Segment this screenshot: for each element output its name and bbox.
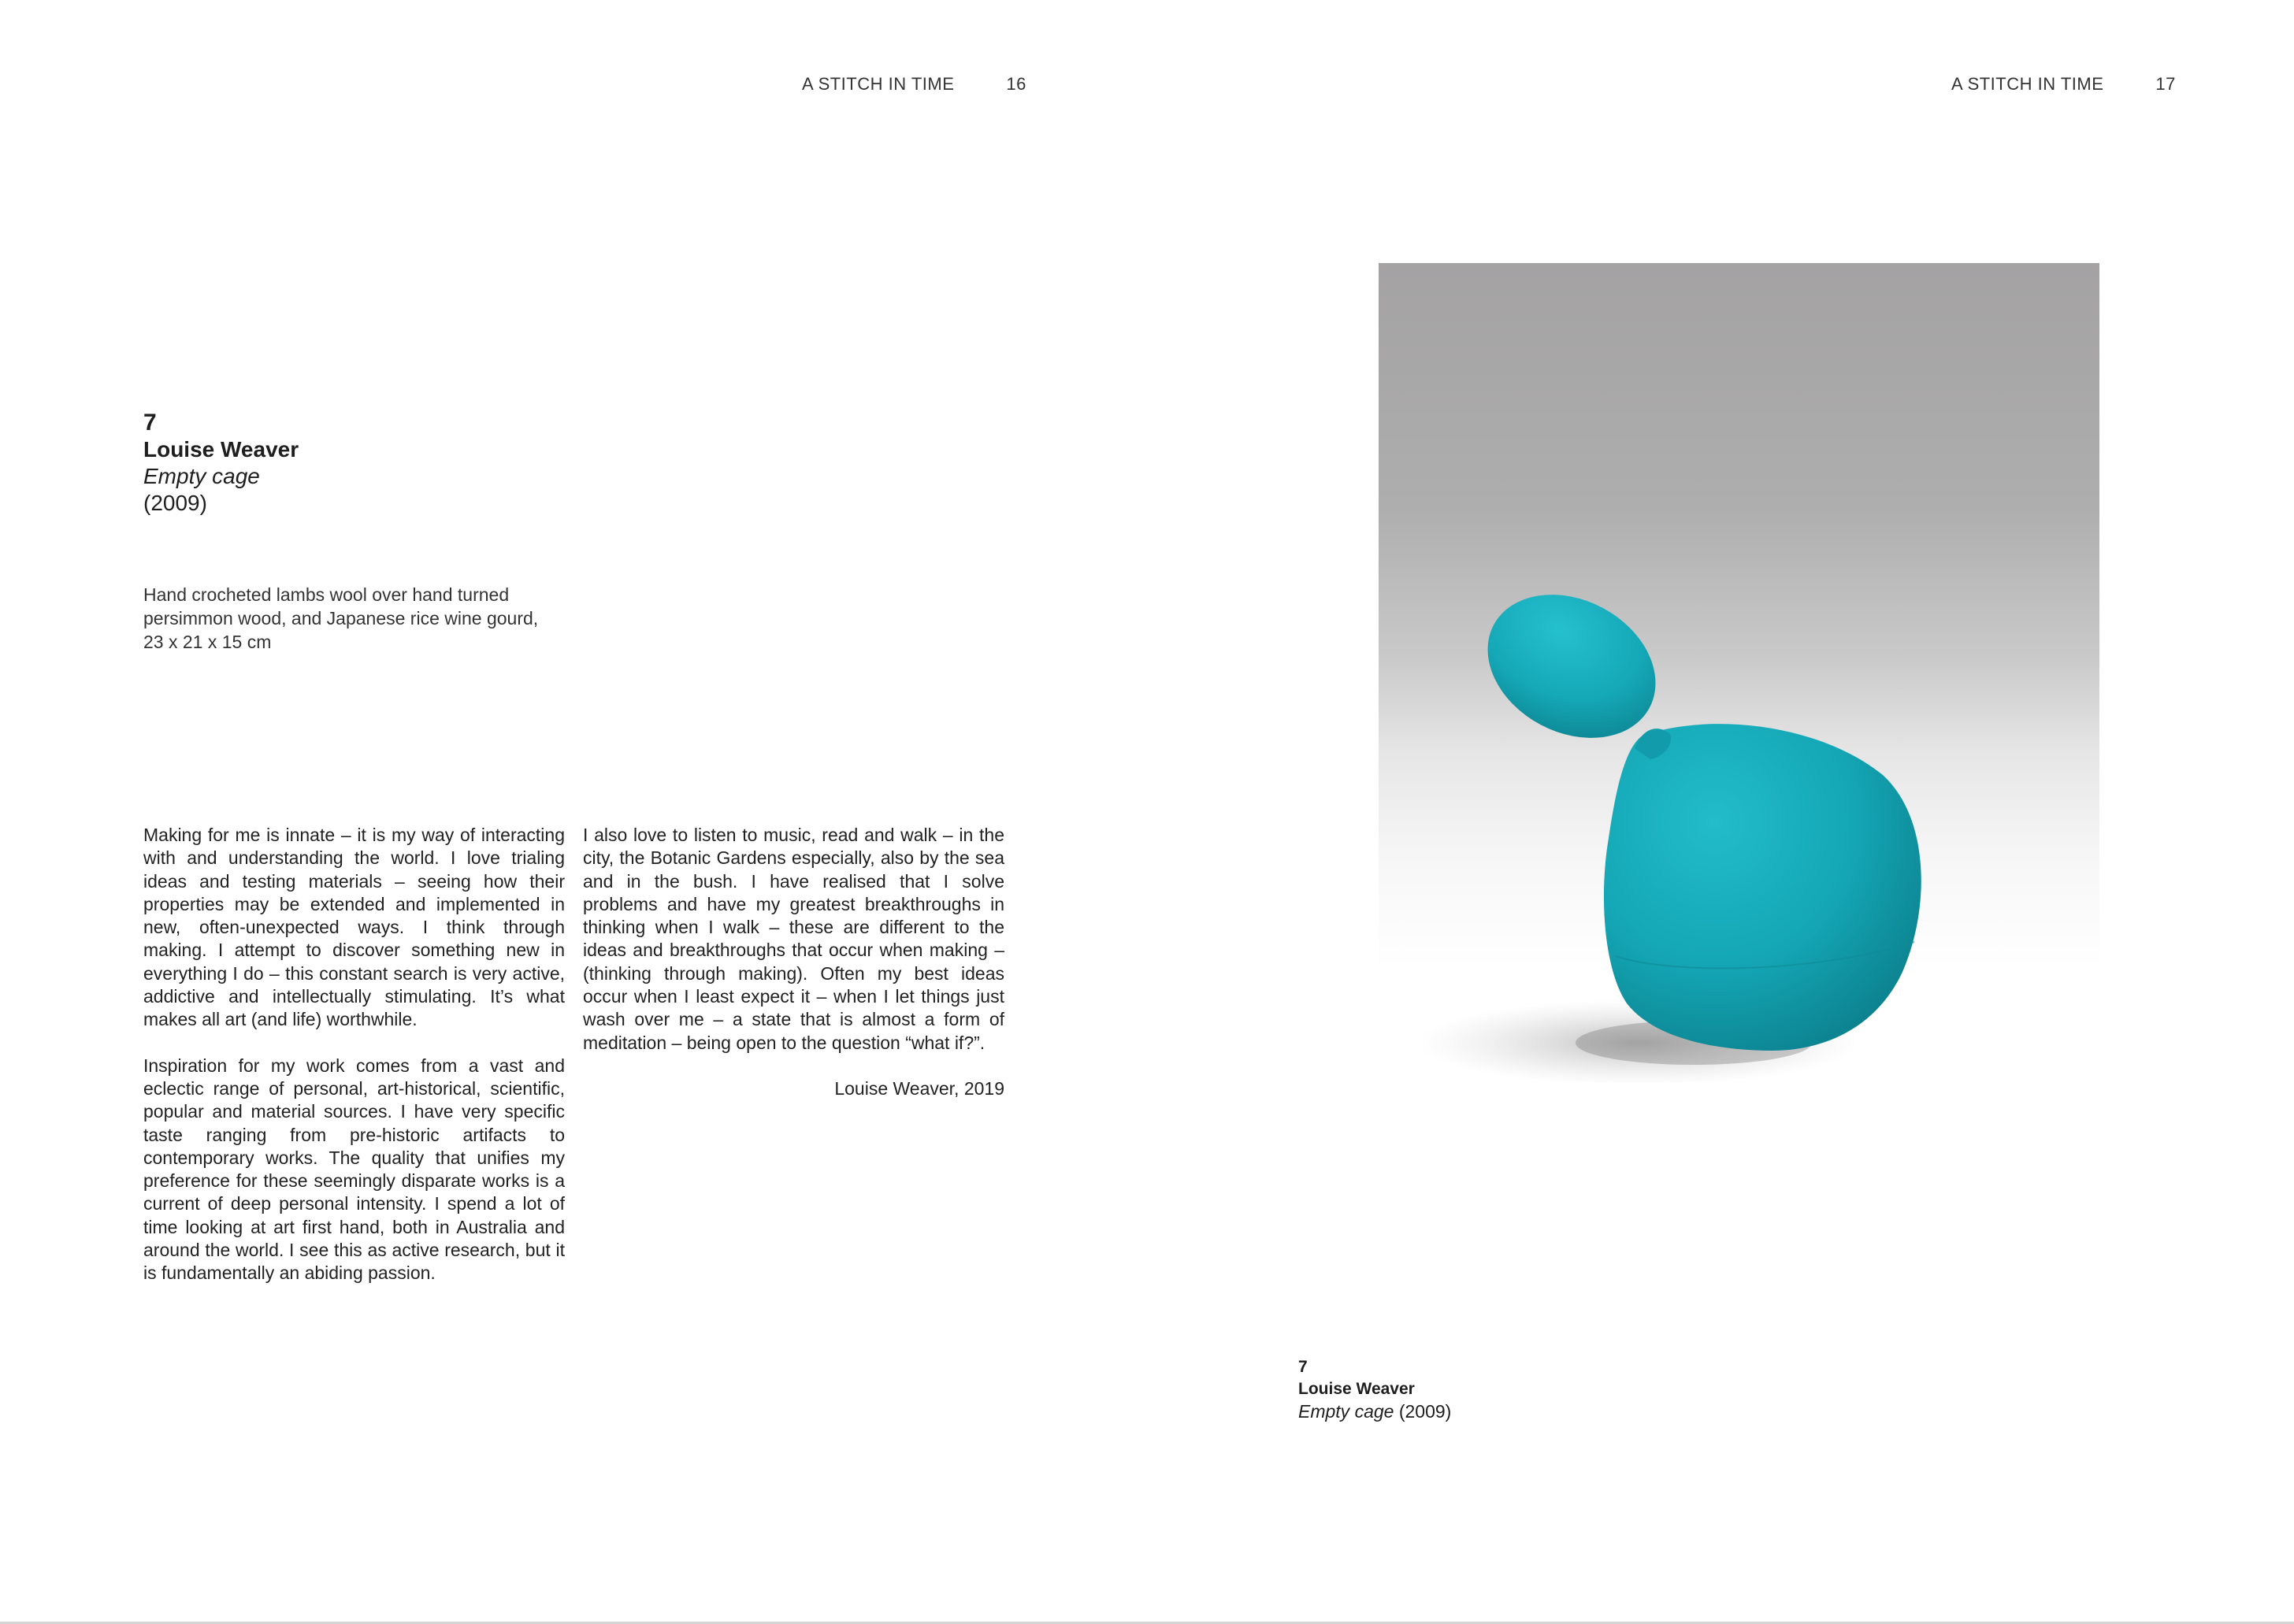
essay-paragraph: Making for me is innate – it is my way of interacting with and understanding the world. I love trialing ideas and testing materials – seeing how their properties may be extended and implemented in new, often-unexpected ways. I think through making. I attempt to discover something new in everything I do – this constant search is very active, addictive and intellectually stimulating. It’s what makes all art (and life) worthwhile. <box>143 825 565 1030</box>
caption-number: 7 <box>1298 1358 1308 1376</box>
essay-column-right <box>583 824 1004 1100</box>
artwork-number: 7 <box>143 410 157 436</box>
artwork-title: Empty cage <box>143 464 260 488</box>
photo-caption <box>1298 1356 1451 1422</box>
artwork-medium <box>143 583 585 654</box>
running-head-left <box>802 74 1026 95</box>
caption-title-line <box>1298 1400 1451 1422</box>
artist-name: Louise Weaver <box>143 437 299 462</box>
sculpture-body <box>1604 724 1921 1051</box>
artwork-year: (2009) <box>143 491 207 515</box>
essay-signoff: Louise Weaver, 2019 <box>834 1077 1004 1099</box>
running-head-title: A STITCH IN TIME <box>1951 74 2104 94</box>
running-head-right <box>1951 74 2176 95</box>
caption-artist: Louise Weaver <box>1298 1380 1415 1398</box>
caption-year: (2009) <box>1398 1401 1452 1422</box>
dimensions-line: 23 x 21 x 15 cm <box>143 632 272 652</box>
sculpture-photo-icon <box>1379 263 2099 1082</box>
artwork-photo <box>1379 263 2099 1082</box>
artwork-heading <box>143 410 299 517</box>
medium-line: Hand crocheted lambs wool over hand turned <box>143 584 510 605</box>
essay-column-left <box>143 824 565 1285</box>
essay-paragraph: Inspiration for my work comes from a vast and eclectic range of personal, art-historical, scientific, popular and material sources. I have very specific taste ranging from pre-historic artifacts to contemporary works. The quality that unifies my preference for these seemingly disparate works is a current of deep personal intensity. I spend a lot of time looking at art first hand, both in Australia and around the world. I see this as active research, but it is fundamentally an abiding passion. <box>143 1055 565 1284</box>
running-head-title: A STITCH IN TIME <box>802 74 955 94</box>
essay-paragraph: I also love to listen to music, read and walk – in the city, the Botanic Gardens especially, also by the sea and in the bush. I have realised that I solve problems and have my greatest breakthroughs in thinking when I walk – these are different to the ideas and breakthroughs that occur when making – (thinking through making). Often my best ideas occur when I least expect it – when I let things just wash over me – a state that is almost a form of meditation – being open to the question “what if?”. <box>583 825 1004 1053</box>
page-number: 16 <box>1006 74 1026 94</box>
caption-title: Empty cage <box>1298 1401 1394 1422</box>
medium-line: persimmon wood, and Japanese rice wine gourd, <box>143 608 539 628</box>
page-number: 17 <box>2155 74 2176 94</box>
